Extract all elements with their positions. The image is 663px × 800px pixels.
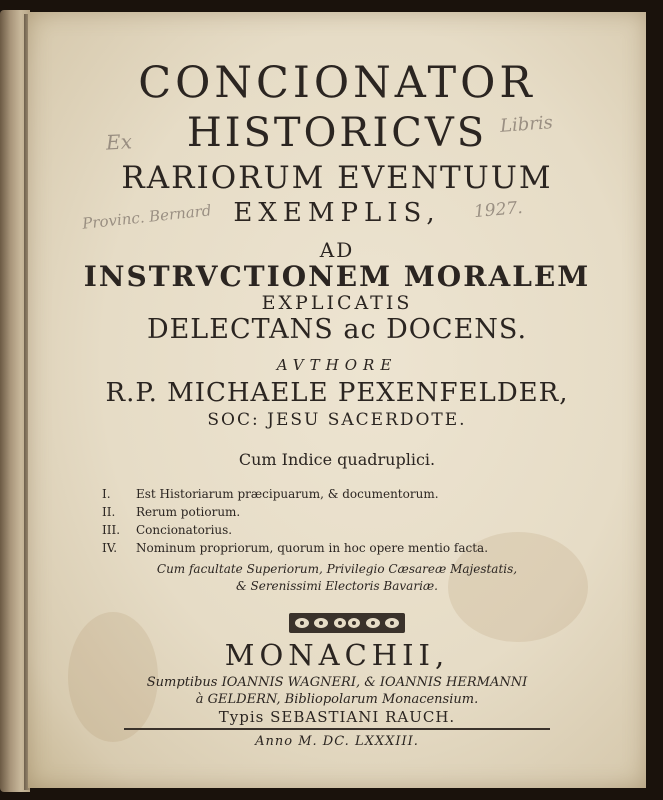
index-list <box>102 485 582 557</box>
ad-line: AD <box>319 238 355 262</box>
title-line-2: HISTORICVS <box>186 110 488 156</box>
index-item: IV. Nominum propriorum, quorum in hoc opere mentio facta. <box>102 541 489 555</box>
divider-rule <box>124 728 550 730</box>
imprint-year: Anno M. DC. LXXXIII. <box>255 734 419 749</box>
delectans-line: DELECTANS ac DOCENS. <box>146 314 528 345</box>
printer-ornament-icon <box>288 610 406 636</box>
index-item: III. Concionatorius. <box>102 523 233 537</box>
author-name: R.P. MICHAELE PEXENFELDER, <box>105 378 569 408</box>
society-line: SOC: JESU SACERDOTE. <box>207 410 467 430</box>
privilege-line-2: & Serenissimi Electoris Bavariæ. <box>236 579 438 593</box>
privilege-line-1: Cum facultate Superiorum, Privilegio Cæsareæ Majestatis, <box>156 562 518 576</box>
publisher-line: Sumptibus IOANNIS WAGNERI, & IOANNIS HERMANNI <box>146 675 528 690</box>
place-of-publication: MONACHII, <box>224 638 450 672</box>
handwritten-ex: Ex <box>105 129 133 155</box>
bookseller-line: à GELDERN, Bibliopolarum Monacensium. <box>195 692 479 707</box>
title-page <box>28 12 646 788</box>
handwritten-libris: Libris <box>499 112 554 137</box>
title-line-1: CONCIONATOR <box>138 58 536 108</box>
handwritten-year: 1927. <box>473 197 524 223</box>
title-page-text <box>28 12 646 788</box>
index-intro: Cum Indice quadruplici. <box>238 450 436 469</box>
index-item: I. Est Historiarum præcipuarum, & documentorum. <box>102 487 439 501</box>
title-line-4: EXEMPLIS, <box>233 198 441 228</box>
instruction-line: INSTRVCTIONEM MORALEM <box>83 260 591 293</box>
authore-line: AVTHORE <box>276 356 398 374</box>
printer-line: Typis SEBASTIANI RAUCH. <box>218 708 456 726</box>
explicatis-line: EXPLICATIS <box>261 292 413 314</box>
index-item: II. Rerum potiorum. <box>102 505 241 519</box>
title-line-3: RARIORUM EVENTUUM <box>121 160 553 196</box>
handwritten-provenance: Provinc. Bernard <box>81 201 213 233</box>
